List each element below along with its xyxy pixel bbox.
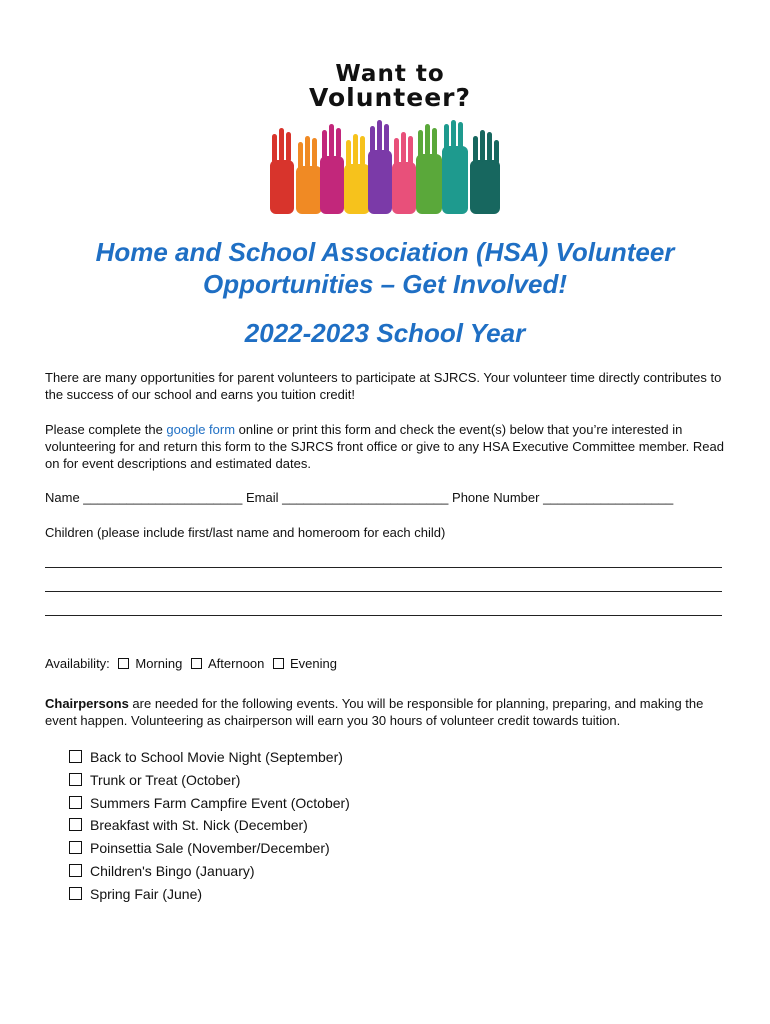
- event-label: Trunk or Treat (October): [90, 771, 241, 788]
- evening-checkbox[interactable]: [273, 658, 284, 669]
- email-field[interactable]: Email _______________________: [245, 490, 449, 505]
- hand-magenta: [320, 124, 344, 214]
- hand-pink: [392, 132, 416, 214]
- event-label: Spring Fair (June): [90, 885, 203, 902]
- google-form-link[interactable]: google form: [166, 422, 236, 437]
- contact-fields-row: [45, 490, 735, 505]
- hand-yellow: [344, 134, 370, 214]
- instructions-text-before: Please complete the: [45, 422, 167, 437]
- hand-dark-teal: [470, 130, 500, 214]
- event-item: [69, 885, 350, 908]
- want-to-volunteer-logo: [300, 62, 480, 110]
- afternoon-label: Afternoon: [208, 656, 265, 671]
- event-label: Children's Bingo (January): [90, 862, 255, 879]
- event-checkbox[interactable]: [69, 796, 82, 809]
- hand-green: [416, 124, 442, 214]
- event-checkbox[interactable]: [69, 773, 82, 786]
- event-checkbox[interactable]: [69, 887, 82, 900]
- event-label: Poinsettia Sale (November/December): [90, 840, 330, 857]
- event-checkbox[interactable]: [69, 750, 82, 763]
- hand-purple: [368, 120, 392, 214]
- events-checklist: [69, 748, 350, 908]
- phone-field[interactable]: Phone Number __________________: [452, 490, 674, 505]
- event-item: [69, 862, 350, 885]
- morning-checkbox[interactable]: [118, 658, 129, 669]
- hand-red: [270, 128, 294, 214]
- logo-line-2: Volunteer?: [308, 83, 471, 112]
- availability-row: [45, 656, 337, 671]
- hand-teal: [442, 120, 468, 214]
- children-entry-line-3[interactable]: [45, 615, 722, 616]
- children-entry-line-2[interactable]: [45, 591, 722, 592]
- raised-hands-illustration: [268, 120, 502, 214]
- children-entry-line-1[interactable]: [45, 567, 722, 568]
- event-item: [69, 816, 350, 839]
- event-label: Breakfast with St. Nick (December): [90, 817, 308, 834]
- event-item: [69, 794, 350, 817]
- event-checkbox[interactable]: [69, 818, 82, 831]
- event-item: [69, 839, 350, 862]
- availability-label: Availability:: [45, 656, 110, 671]
- logo-line-1: Want to: [335, 61, 445, 87]
- school-year-subtitle: 2022-2023 School Year: [244, 318, 526, 348]
- event-label: Back to School Movie Night (September): [90, 749, 343, 765]
- morning-label: Morning: [135, 656, 183, 671]
- name-field[interactable]: Name ______________________: [45, 490, 243, 505]
- chairpersons-paragraph: [45, 695, 735, 729]
- instructions-text-after: online or print this form and check the event(s) below that you’re interested in volunteering for and return this form to the SJRCS front office or give to any HSA Executive Committee member. Read on for event descriptions and estimated dates.: [45, 422, 724, 471]
- hand-orange: [296, 136, 322, 214]
- intro-paragraph: There are many opportunities for parent volunteers to participate at SJRCS. Your volunteer time directly contributes to the success of our school and earns you tuition credit!: [45, 370, 722, 402]
- event-label: Summers Farm Campfire Event (October): [90, 794, 350, 811]
- afternoon-checkbox[interactable]: [191, 658, 202, 669]
- event-item: [69, 771, 350, 794]
- evening-label: Evening: [290, 656, 337, 671]
- chairpersons-heading: Chairpersons: [45, 696, 129, 711]
- event-item: [69, 748, 350, 771]
- event-checkbox[interactable]: [69, 841, 82, 854]
- instructions-paragraph: [45, 421, 735, 472]
- page-title: Home and School Association (HSA) Volunteer Opportunities – Get Involved!: [95, 237, 675, 299]
- chairpersons-text: are needed for the following events. You will be responsible for planning, preparing, and making the event happen. Volunteering as chairperson will earn you 30 hours of volunteer credit towards tuition.: [45, 696, 704, 728]
- children-label: Children (please include first/last name and homeroom for each child): [45, 525, 446, 540]
- event-checkbox[interactable]: [69, 864, 82, 877]
